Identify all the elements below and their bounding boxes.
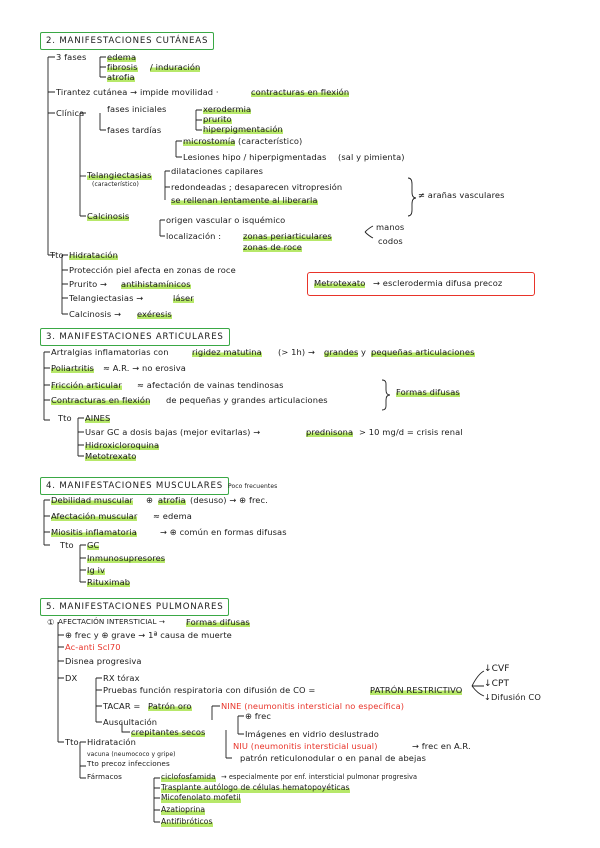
fase-atrofia: atrofia bbox=[107, 72, 135, 82]
formas-difusas-pulm: Formas difusas bbox=[186, 617, 250, 627]
aines: AINES bbox=[85, 413, 111, 423]
codos: codos bbox=[378, 236, 403, 246]
crisis-renal: > 10 mg/d = crisis renal bbox=[359, 427, 463, 437]
causa-muerte: ⊕ frec y ⊕ grave → 1ª causa de muerte bbox=[65, 630, 232, 640]
ac-anti-scl70: Ac-anti Scl70 bbox=[65, 642, 121, 652]
rituximab: Rituximab bbox=[87, 577, 131, 587]
hidratacion-pulm: Hidratación bbox=[87, 737, 136, 747]
section-title-pulmonares: 5. MANIFESTACIONES PULMONARES bbox=[40, 598, 229, 616]
rx-torax: RX tórax bbox=[103, 673, 140, 683]
vainas-tendinosas: ≈ afectación de vainas tendinosas bbox=[137, 380, 284, 390]
origen-vascular: origen vascular o isquémico bbox=[166, 215, 286, 225]
section-title-musculares: 4. MANIFESTACIONES MUSCULARES bbox=[40, 477, 229, 495]
miositis: Miositis inflamatoria bbox=[51, 527, 137, 537]
tto4-label: Tto bbox=[60, 540, 74, 550]
formas-difusas: Formas difusas bbox=[396, 387, 460, 397]
antifibroticos: Antifibróticos bbox=[161, 817, 213, 826]
hidratacion: Hidratación bbox=[69, 250, 118, 260]
artralgias: Artralgias inflamatorias con bbox=[51, 347, 169, 357]
hiperpigmentacion: hiperpigmentación bbox=[203, 124, 283, 134]
aranas-vasculares: ≠ arañas vasculares bbox=[418, 190, 505, 200]
poco-frecuentes: Poco frecuentes bbox=[228, 483, 278, 490]
comun-difusas: → ⊕ común en formas difusas bbox=[160, 527, 287, 537]
tto3-label: Tto bbox=[58, 413, 72, 423]
fases-label: 3 fases bbox=[56, 52, 87, 62]
section-title-articulares: 3. MANIFESTACIONES ARTICULARES bbox=[40, 328, 230, 346]
auscultacion: Auscultación bbox=[103, 717, 158, 727]
tirantez-highlight: contracturas en flexión bbox=[251, 87, 350, 97]
pequenas-articulaciones: pequeñas articulaciones bbox=[371, 347, 475, 357]
fases-tardias: fases tardías bbox=[107, 125, 162, 135]
manos: manos bbox=[376, 222, 405, 232]
afectacion-intersticial: AFECTACIÓN INTERSTICIAL → bbox=[58, 617, 166, 626]
se-rellenan: se rellenan lentamente al liberarla bbox=[171, 195, 318, 205]
hidroxicloroquina: Hidroxicloroquina bbox=[85, 440, 160, 450]
trasplante: Trasplante autólogo de células hematopoyéticas bbox=[161, 783, 350, 792]
poliartritis: Poliartritis bbox=[51, 363, 94, 373]
dx-label: DX bbox=[65, 673, 78, 683]
telangiectasias-note: (característico) bbox=[92, 181, 139, 188]
tirantez-text: Tirantez cutánea → impide movilidad · bbox=[56, 87, 219, 97]
niu: NIU (neumonitis intersticial usual) bbox=[233, 741, 378, 751]
nine: NINE (neumonitis intersticial no específica) bbox=[221, 701, 405, 711]
azatioprina: Azatioprina bbox=[161, 805, 206, 814]
y: y bbox=[361, 347, 367, 357]
zonas-periarticulares: zonas periarticulares bbox=[243, 231, 332, 241]
vacuna: vacuna (neumococo y gripe) bbox=[87, 751, 176, 758]
cpt: ↓CPT bbox=[484, 679, 510, 689]
nine-frec: ⊕ frec bbox=[245, 711, 272, 721]
edema-musc: ≈ edema bbox=[153, 511, 192, 521]
fase-fibrosis: fibrosis bbox=[107, 62, 138, 72]
pruebas-funcion: Pruebas función respiratoria con difusión de CO = bbox=[103, 685, 316, 695]
mas-1h: (> 1h) → bbox=[278, 347, 315, 357]
telangiectasias: Telangiectasias bbox=[87, 170, 152, 180]
proteccion-piel: Protección piel afecta en zonas de roce bbox=[69, 265, 236, 275]
afectacion-muscular: Afectación muscular bbox=[51, 511, 138, 521]
lesiones-hipo: Lesiones hipo / hiperpigmentadas bbox=[183, 152, 327, 162]
atrofia: atrofia bbox=[158, 495, 186, 505]
ig-iv: Ig iv bbox=[87, 565, 106, 575]
clinica-label: Clínica bbox=[56, 108, 85, 118]
tto5-label: Tto bbox=[65, 737, 79, 747]
prurito: prurito bbox=[203, 114, 232, 124]
zonas-roce: zonas de roce bbox=[243, 242, 303, 252]
micofenolato: Micofenolato mofetil bbox=[161, 793, 241, 802]
fase-induracion: / induración bbox=[150, 62, 201, 72]
circled-one: ① bbox=[47, 617, 55, 627]
xerodermia: xerodermia bbox=[203, 104, 252, 114]
fases-iniciales: fases iniciales bbox=[107, 104, 167, 114]
gc: GC bbox=[87, 540, 100, 550]
mas: ⊕ bbox=[146, 495, 154, 505]
patron-oro: Patrón oro bbox=[148, 701, 192, 711]
vidrio-deslustrado: Imágenes en vidrio deslustrado bbox=[245, 729, 379, 739]
inmunosupresores: Inmunosupresores bbox=[87, 553, 166, 563]
patron-restrictivo: PATRÓN RESTRICTIVO bbox=[370, 685, 463, 695]
sal-pimienta: (sal y pimienta) bbox=[338, 152, 405, 162]
esclerodermia-difusa: → esclerodermia difusa precoz bbox=[373, 278, 503, 288]
cvf: ↓CVF bbox=[484, 664, 510, 674]
usar-gc: Usar GC a dosis bajas (mejor evitarlas) → bbox=[85, 427, 261, 437]
prednisona: prednisona bbox=[306, 427, 354, 437]
tacar: TACAR = bbox=[103, 701, 141, 711]
debilidad-muscular: Debilidad muscular bbox=[51, 495, 134, 505]
farmacos: Fármacos bbox=[87, 772, 123, 781]
exeresis: exéresis bbox=[137, 309, 172, 319]
laser: láser bbox=[173, 293, 194, 303]
redondeadas: redondeadas ; desaparecen vitropresión bbox=[171, 182, 343, 192]
desuso: (desuso) → ⊕ frec. bbox=[190, 495, 268, 505]
section-title-cutaneas: 2. MANIFESTACIONES CUTÁNEAS bbox=[40, 32, 214, 50]
patron-reticulonodular: patrón reticulonodular o en panal de abejas bbox=[240, 753, 427, 763]
localizacion: localización : bbox=[166, 231, 222, 241]
disnea: Disnea progresiva bbox=[65, 656, 142, 666]
metrotexato: Metrotexato bbox=[314, 278, 366, 288]
prurito-tto: Prurito → bbox=[69, 279, 108, 289]
dilataciones: dilataciones capilares bbox=[171, 166, 264, 176]
rigidez-matutina: rigidez matutina bbox=[192, 347, 262, 357]
antihistaminicos: antihistamínicos bbox=[121, 279, 191, 289]
tto-label: Tto bbox=[50, 250, 64, 260]
tto-precoz: Tto precoz infecciones bbox=[87, 759, 170, 768]
microstomia-note: (característico) bbox=[238, 136, 303, 146]
frec-ar: → frec en A.R. bbox=[412, 741, 471, 751]
calcinosis: Calcinosis bbox=[87, 211, 130, 221]
pequenas-grandes: de pequeñas y grandes articulaciones bbox=[166, 395, 328, 405]
friccion-articular: Fricción articular bbox=[51, 380, 122, 390]
fase-edema: edema bbox=[107, 52, 137, 62]
calcinosis-tto: Calcinosis → bbox=[69, 309, 122, 319]
microstomia: microstomía bbox=[183, 136, 236, 146]
grandes: grandes bbox=[324, 347, 359, 357]
metotrexato: Metotrexato bbox=[85, 451, 137, 461]
ciclofosfamida-note: → especialmente por enf. intersticial pulmonar progresiva bbox=[221, 773, 418, 781]
ciclofosfamida: ciclofosfamida bbox=[161, 772, 216, 781]
crepitantes-secos: crepitantes secos bbox=[131, 727, 206, 737]
no-erosiva: ≈ A.R. → no erosiva bbox=[103, 363, 186, 373]
contracturas-flexion: Contracturas en flexión bbox=[51, 395, 151, 405]
difusion-co: ↓Difusión CO bbox=[484, 692, 541, 702]
telangiectasias-tto: Telangiectasias → bbox=[69, 293, 144, 303]
